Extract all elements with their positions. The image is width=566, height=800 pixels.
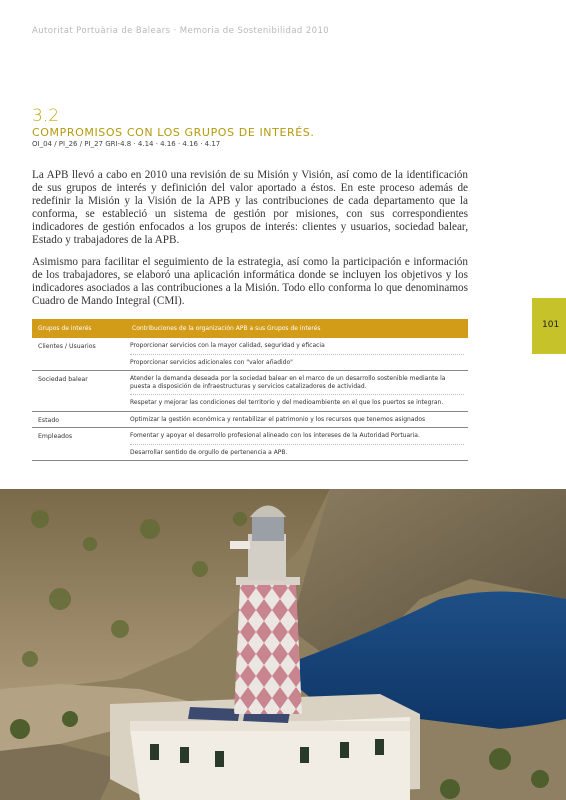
contributions-cell (126, 371, 468, 412)
table-header-groups: Grupos de interés (32, 319, 126, 338)
contributions-cell (126, 428, 468, 461)
section-codes: OI_04 / PI_26 / PI_27 GRI-4.8 · 4.14 · 4.16 · 4.16 · 4.17 (32, 140, 221, 148)
page-number-tab (532, 298, 566, 354)
group-label-text: Estado (38, 416, 60, 424)
table-row (32, 411, 468, 428)
contributions-cell (126, 338, 468, 371)
contribution-item: Proporcionar servicios con la mayor calidad, seguridad y eficacia (130, 338, 464, 355)
roof-parapet (130, 721, 410, 731)
group-label-text: Empleados (38, 433, 73, 440)
solar-panel (188, 707, 240, 721)
contribution-item: Optimizar la gestión económica y rentabilizar el patrimonio y los recursos que tenemos asignados (130, 415, 426, 423)
group-label-text: Sociedad balear (38, 376, 88, 383)
body-paragraph-1: La APB llevó a cabo en 2010 una revisión de su Misión y Visión, así como de la identificación de sus grupos de interés y definición del valor aportado a éstos. En este proceso además de redefinir la Misión y la Visión de la APB y las contribuciones de cada departamento que la conforma, se estableció un sistema de gestión por misiones, con sus correspondientes indicadores de gestión enfocados a los grupos de interés: clientes y usuarios, sociedad balear, Estado y trabajadores de la APB. (32, 169, 468, 246)
tower-sign (230, 541, 250, 549)
body-paragraph-2: Asimismo para facilitar el seguimiento de la estrategia, así como la participación e información de los trabajadores, se elaboró una aplicación informática donde se incluyen los objetivos y los indicadores asociados a las contribuciones a la Misión. Todo ello conforma lo que denominamos Cuadro de Mando Integral (CMI). (32, 256, 468, 307)
table-header-contributions: Contribuciones de la organización APB a sus Grupos de interés (126, 319, 468, 338)
group-label-text: Clientes / Usuarios (38, 343, 96, 350)
contribution-item: Fomentar y apoyar el desarrollo profesional alineado con los intereses de la Autoridad Portuaria. (130, 428, 464, 445)
group-label (32, 338, 126, 371)
page-number: 101 (542, 320, 560, 330)
section-title: COMPROMISOS CON LOS GRUPOS DE INTERÉS. (32, 126, 315, 139)
table-row (32, 428, 468, 461)
lighthouse-photo (0, 489, 566, 800)
contribution-item: Desarrollar sentido de orgullo de pertenencia a APB. (130, 448, 288, 456)
contributions-cell (126, 411, 468, 428)
table-header-row (32, 319, 468, 338)
group-label (32, 371, 126, 412)
group-label (32, 411, 126, 428)
group-label (32, 428, 126, 461)
contribution-item: Respetar y mejorar las condiciones del territorio y del medioambiente en el que los puertos se integran. (130, 399, 444, 406)
table-row (32, 338, 468, 371)
running-header: Autoritat Portuària de Balears · Memoria de Sostenibilidad 2010 (32, 26, 330, 36)
lighthouse-tower (234, 585, 302, 714)
stakeholder-table (32, 319, 468, 461)
contribution-item: Proporcionar servicios adicionales con "valor añadido" (130, 358, 293, 366)
table-row (32, 371, 468, 412)
lantern-glass (252, 517, 284, 541)
section-number: 3.2 (32, 106, 60, 126)
contribution-item: Atender la demanda deseada por la sociedad balear en el marco de un desarrollo sostenible mediante la puesta a disposición de infraestructuras y servicios catalizadores de actividad. (130, 371, 464, 395)
